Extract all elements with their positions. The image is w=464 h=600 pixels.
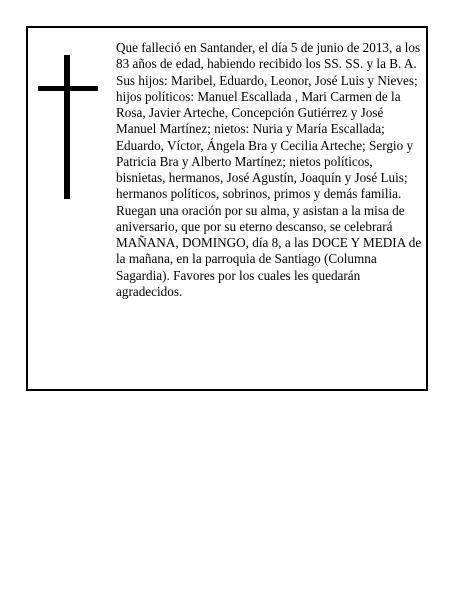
obituary-notice-frame: [26, 26, 428, 391]
cross-horizontal-bar: [38, 86, 98, 91]
cross-icon: [38, 55, 98, 199]
mass-invitation-paragraph: Ruegan una oración por su alma, y asistan a la misa de aniversario, que por su eterno descanso, se celebrará MAÑANA, DOMINGO, día 8, a las DOCE Y MEDIA de la mañana, en la parroquia de Santiago (Columna Sagardia). Favores por los cuales les quedarán agradecidos.: [116, 202, 422, 299]
obituary-text: [116, 40, 422, 300]
cross-vertical-bar: [64, 55, 70, 199]
family-list-paragraph: Sus hijos: Maribel, Eduardo, Leonor, José Luis y Nieves; hijos políticos: Manuel Escallada , Mari Carmen de la Rosa, Javier Arteche, Concepción Gutiérrez y José Manuel Martínez; nietos: Nuria y María Escallada; Eduardo, Víctor, Ángela Bra y Cecilia Arteche; Sergio y Patricia Bra y Alberto Martínez; nietos políticos, bisnietas, hermanos, José Agustín, Joaquín y José Luis; hermanos políticos, sobrinos, primos y demás familia.: [116, 72, 418, 202]
death-announcement-paragraph: Que falleció en Santander, el día 5 de junio de 2013, a los 83 años de edad, habiendo recibido los SS. SS. y la B. A.: [116, 40, 421, 72]
